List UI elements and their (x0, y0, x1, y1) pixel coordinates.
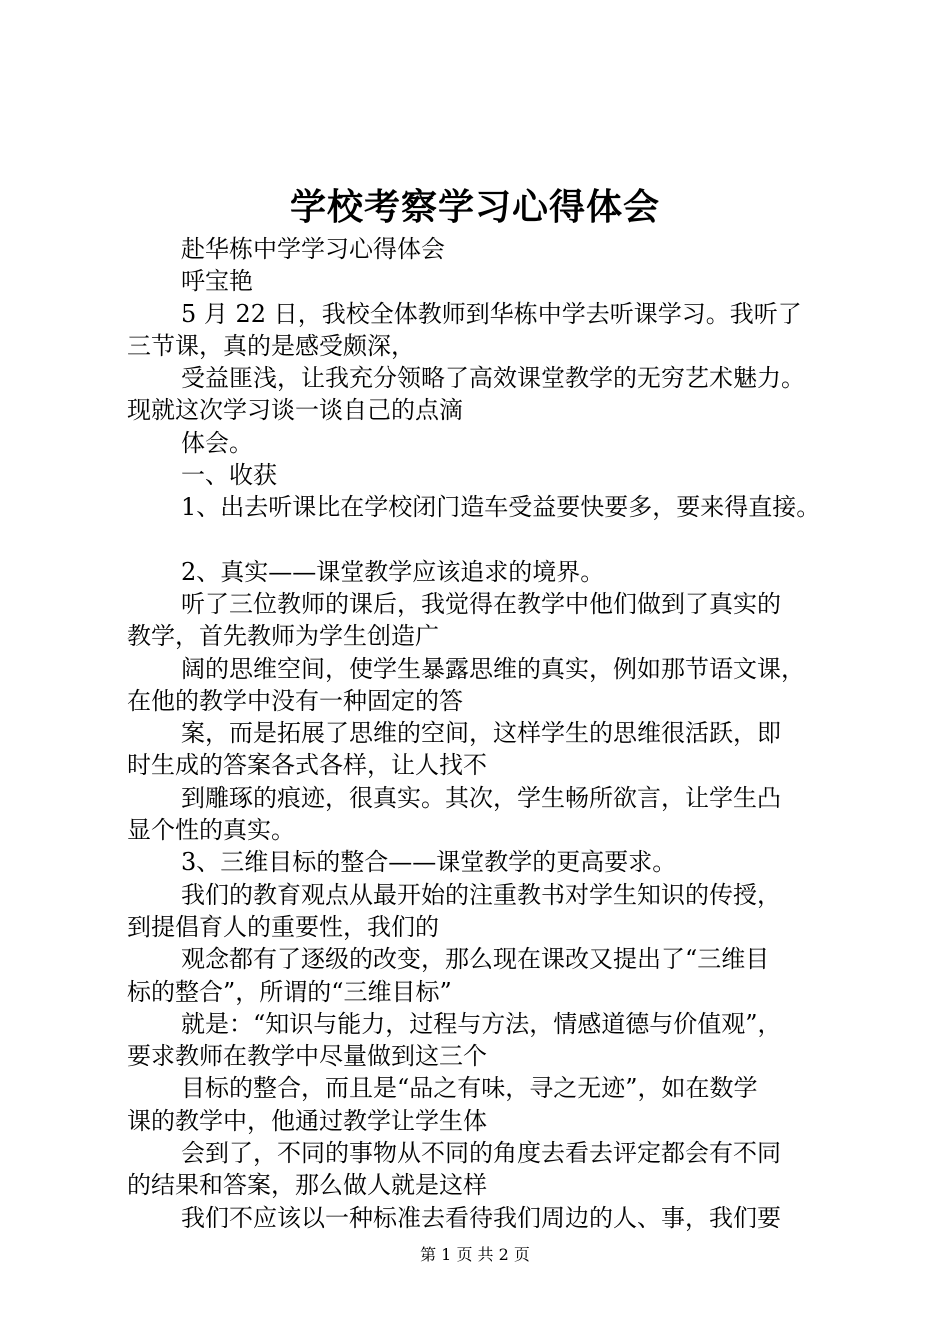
text-line: 一、收获 (181, 461, 277, 490)
paragraph (127, 427, 857, 459)
paragraph (127, 362, 857, 427)
text-line: 3、三维目标的整合——课堂教学的更高要求。 (181, 848, 677, 877)
paragraph (127, 1137, 857, 1202)
paragraph (127, 459, 857, 491)
text-line: 到雕琢的痕迹，很真实。其次，学生畅所欲言，让学生凸 (181, 783, 781, 812)
paragraph (127, 298, 857, 363)
text-line: 标的整合”，所谓的“三维目标” (127, 977, 452, 1006)
paragraph (127, 846, 857, 878)
text-line: 赴华栋中学学习心得体会 (181, 235, 445, 263)
paragraph (127, 717, 857, 782)
text-line: 听了三位教师的课后，我觉得在教学中他们做到了真实的 (181, 589, 781, 618)
text-line: 现就这次学习谈一谈自己的点滴 (127, 396, 463, 425)
paragraph (127, 265, 857, 297)
paragraph (127, 943, 857, 1008)
paragraph (127, 1008, 857, 1073)
text-line: 1、出去听课比在学校闭门造车受益要快要多，要来得直接。 (181, 493, 821, 522)
text-line: 会到了，不同的事物从不同的角度去看去评定都会有不同 (181, 1139, 781, 1168)
document-title: 学校考察学习心得体会 (289, 186, 660, 228)
paragraph (127, 491, 857, 523)
text-line: 的结果和答案，那么做人就是这样 (127, 1171, 487, 1200)
page-footer: 第 1 页 共 2 页 (420, 1245, 530, 1264)
paragraph (127, 1202, 857, 1234)
text-line: 我们不应该以一种标准去看待我们周边的人、事，我们要 (181, 1203, 781, 1232)
text-line: 就是：“知识与能力，过程与方法，情感道德与价值观”， (181, 1009, 782, 1038)
text-line: 体会。 (181, 428, 253, 457)
text-line: 观念都有了逐级的改变，那么现在课改又提出了“三维目 (181, 945, 770, 974)
text-line: 时生成的答案各式各样，让人找不 (127, 751, 487, 780)
paragraph (127, 233, 857, 265)
text-line: 显个性的真实。 (127, 816, 295, 845)
text-line: 5 月 22 日，我校全体教师到华栋中学去听课学习。我听了 (181, 299, 802, 328)
text-line: 案，而是拓展了思维的空间，这样学生的思维很活跃，即 (181, 719, 781, 748)
text-line: 要求教师在教学中尽量做到这三个 (127, 1042, 487, 1071)
text-line: 受益匪浅，让我充分领略了高效课堂教学的无穷艺术魅力。 (181, 364, 805, 393)
text-line: 阔的思维空间，使学生暴露思维的真实，例如那节语文课， (181, 654, 805, 683)
text-line: 呼宝艳 (181, 267, 253, 296)
paragraph (127, 1072, 857, 1137)
text-line: 目标的整合，而且是“品之有味，寻之无迹”，如在数学 (181, 1074, 758, 1103)
text-line: 到提倡育人的重要性，我们的 (127, 912, 439, 941)
text-line: 2、真实——课堂教学应该追求的境界。 (181, 557, 605, 586)
document-body (127, 233, 857, 1234)
text-line: 教学，首先教师为学生创造广 (127, 622, 439, 651)
text-line: 三节课，真的是感受颇深， (127, 331, 415, 360)
text-line: 课的教学中，他通过教学让学生体 (127, 1106, 487, 1135)
paragraph (127, 653, 857, 718)
paragraph (127, 588, 857, 653)
text-line: 我们的教育观点从最开始的注重教书对学生知识的传授， (181, 880, 781, 909)
paragraph (127, 879, 857, 944)
text-line: 在他的教学中没有一种固定的答 (127, 686, 463, 715)
paragraph (127, 782, 857, 847)
paragraph (127, 556, 857, 588)
